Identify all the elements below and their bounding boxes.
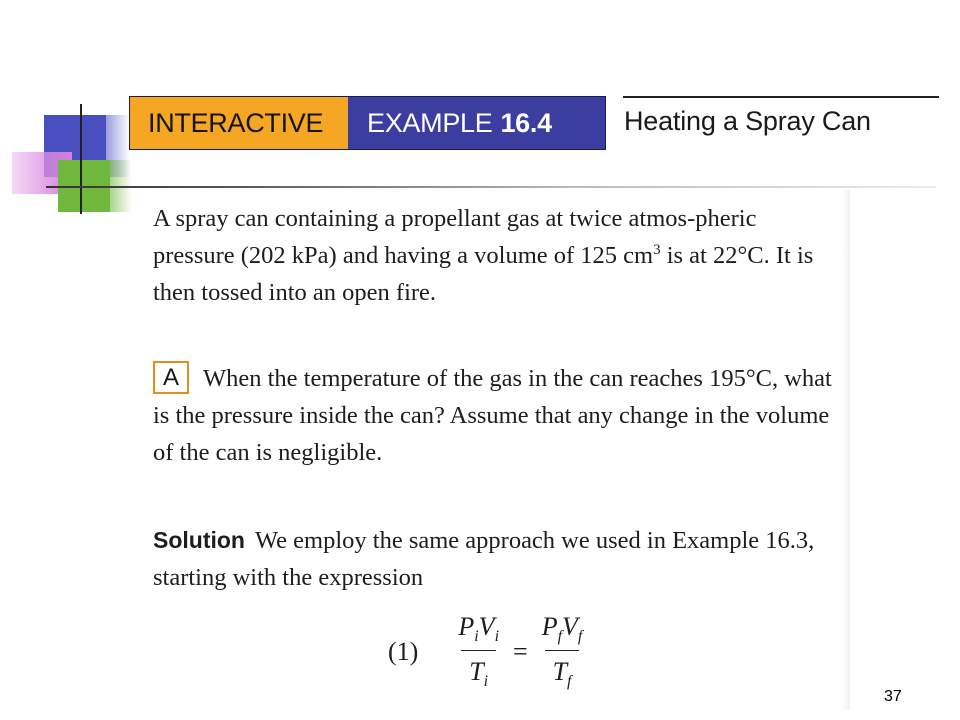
intro-superscript: 3 xyxy=(653,241,661,258)
solution-label: Solution xyxy=(153,527,245,553)
decor-horizontal-rule xyxy=(46,186,936,188)
equation-1 xyxy=(388,612,590,691)
intro-paragraph xyxy=(153,200,843,311)
right-denominator xyxy=(545,650,580,691)
example-title: Heating a Spray Can xyxy=(624,106,871,136)
part-a-marker: A xyxy=(153,361,189,394)
subscript: i xyxy=(483,673,489,691)
banner-example-label xyxy=(348,97,605,149)
symbol-P: P xyxy=(458,612,475,641)
symbol-T: T xyxy=(469,657,484,687)
subscript: f xyxy=(577,628,583,646)
symbol-T: T xyxy=(552,657,568,687)
subscript: f xyxy=(567,673,572,691)
subscript: i xyxy=(494,628,500,646)
intro-text-part1: A spray can containing a propellant gas at twice atmos-pheric pressure (202 kPa) and having a volume of 125 cm xyxy=(153,205,757,269)
banner-example-word: EXAMPLE xyxy=(367,107,493,138)
symbol-P: P xyxy=(541,612,558,641)
part-a-text: When the temperature of the gas in the can reaches 195°C, what is the pressure inside the can? Assume that any change in the volume of the can is negligible. xyxy=(153,365,832,466)
solution-paragraph xyxy=(153,522,843,596)
equals-sign: = xyxy=(513,636,528,666)
symbol-V: V xyxy=(478,612,495,641)
left-fraction xyxy=(450,612,507,691)
equation-number: (1) xyxy=(388,636,419,666)
symbol-V: V xyxy=(562,612,578,641)
banner-example-number: 16.4 xyxy=(500,107,552,138)
right-fraction xyxy=(534,612,591,691)
solution-text: We employ the same approach we used in Example 16.3, starting with the expression xyxy=(153,527,815,591)
decor-vertical-line xyxy=(80,104,82,214)
intro-text-part2: is at 22°C. It is then tossed into an open fire. xyxy=(153,242,814,306)
left-denominator xyxy=(461,650,496,691)
right-numerator xyxy=(534,612,591,650)
page-number: 37 xyxy=(884,688,902,705)
scan-edge-shadow xyxy=(842,190,850,710)
subscript: i xyxy=(474,628,479,646)
left-numerator xyxy=(450,612,507,650)
subscript: f xyxy=(557,628,563,646)
title-rule xyxy=(623,96,939,98)
example-banner xyxy=(129,96,606,150)
part-a-paragraph xyxy=(153,360,843,471)
banner-interactive-label: INTERACTIVE xyxy=(130,97,348,149)
